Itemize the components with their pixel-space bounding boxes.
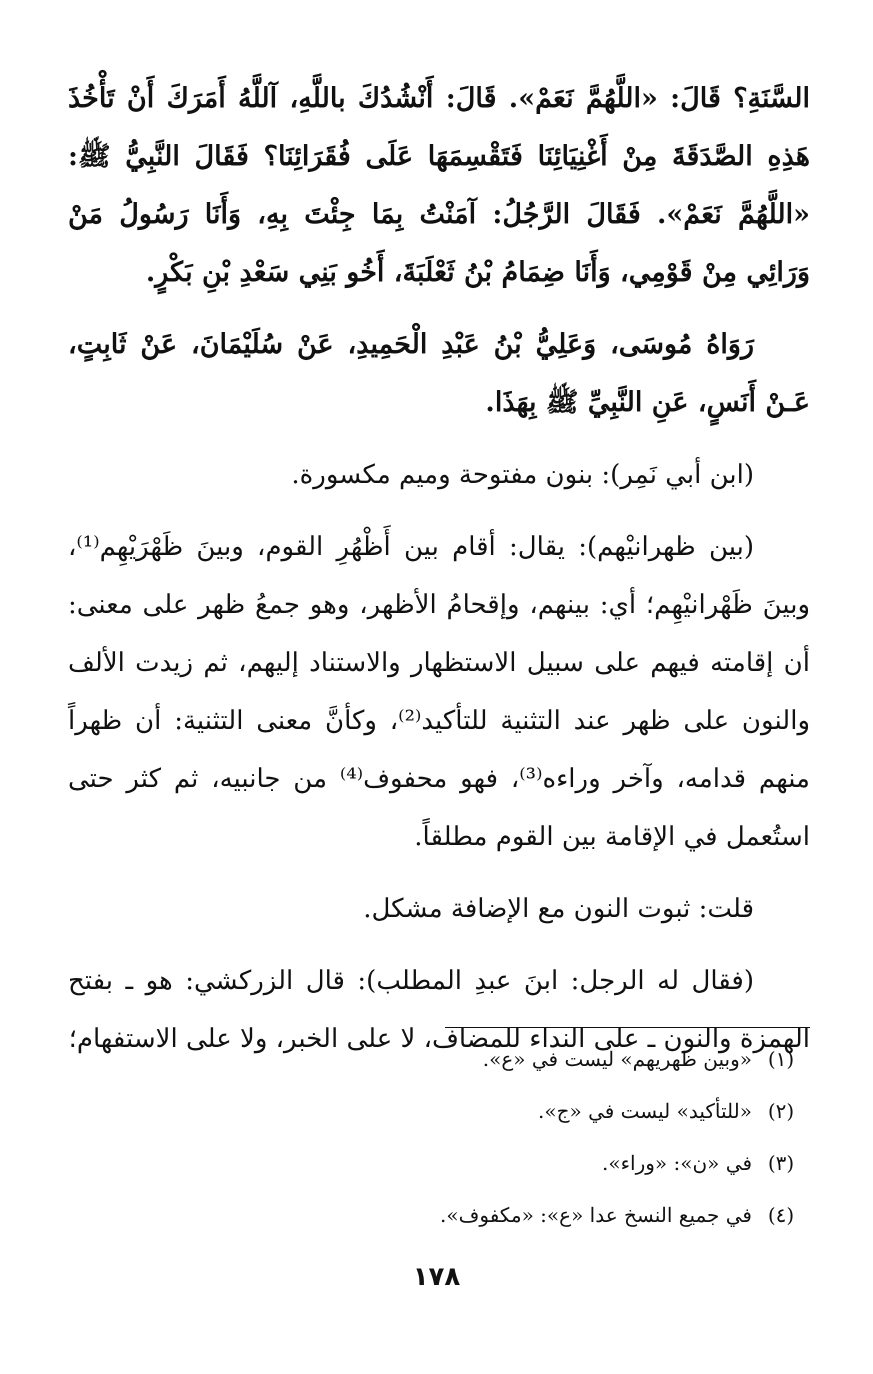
footnote-text: في «ن»: «وراء». <box>602 1151 752 1175</box>
footnote-text: «للتأكيد» ليست في «ج». <box>537 1099 752 1123</box>
hadith-narration-chain: رَوَاهُ مُوسَى، وَعَلِيُّ بْنُ عَبْدِ الْحَمِيدِ، عَنْ سُلَيْمَانَ، عَنْ ثَابِتٍ، عَـنْ أَنَسٍ، عَنِ النَّبِيِّ ﷺ بِهَذَا. <box>68 329 810 418</box>
footnote-number: (٢) <box>767 1099 795 1123</box>
page-body <box>68 70 810 1068</box>
commentary-paragraph: (ابن أبي نَمِر): بنون مفتوحة وميم مكسورة. <box>291 460 754 490</box>
paragraph-gap <box>68 432 810 446</box>
footnote-item <box>68 1150 810 1202</box>
paragraph-gap <box>68 302 810 316</box>
paragraph-gap <box>68 504 810 518</box>
footnote-text: «وبين ظهريهم» ليست في «ع». <box>482 1047 752 1071</box>
commentary-paragraph: قلت: ثبوت النون مع الإضافة مشكل. <box>363 894 754 924</box>
footnotes <box>68 1046 810 1254</box>
paragraph-gap <box>68 866 810 880</box>
footnote-item <box>68 1202 810 1254</box>
footnote-number: (٤) <box>767 1203 795 1227</box>
hadith-paragraph: السَّنَةِ؟ قَالَ: «اللَّهُمَّ نَعَمْ». قَالَ: أَنْشُدُكَ باللَّهِ، آللَّهُ أَمَرَكَ أَنْ تَأْخُذَ هَذِهِ الصَّدَقَةَ مِنْ أَغْنِيَائِنَا فَتَقْسِمَهَا عَلَى فُقَرَائِنَا؟ فَقَالَ النَّبِيُّ ﷺ: «اللَّهُمَّ نَعَمْ». فَقَالَ الرَّجُلُ: آمَنْتُ بِمَا جِئْتَ بِهِ، وَأَنَا رَسُولُ مَنْ وَرَائِي مِنْ قَوْمِي، وَأَنَا ضِمَامُ بْنُ ثَعْلَبَةَ، أَخُو بَنِي سَعْدِ بْنِ بَكْرٍ. <box>68 83 810 288</box>
footnote-text: في جميع النسخ عدا «ع»: «مكفوف». <box>440 1203 752 1227</box>
footnote-divider <box>445 1027 810 1028</box>
paragraph-gap <box>68 938 810 952</box>
page-number: ١٧٨ <box>412 1262 461 1292</box>
footnote-number: (٣) <box>767 1151 795 1175</box>
footnote-item <box>68 1098 810 1150</box>
footnote-number: (١) <box>767 1047 795 1071</box>
commentary-paragraph: (فقال له الرجل: ابنَ عبدِ المطلب): قال الزركشي: هو ـ بفتح الهمزة والنون ـ على النداء للمضاف، لا على الخبر، ولا على الاستفهام؛ <box>68 966 810 1054</box>
commentary-paragraph: (بين ظهرانيْهم): يقال: أقام بين أَظْهُرِ القوم، وبينَ ظَهْرَيْهِم⁽¹⁾، وبينَ ظَهْرانيْهِم؛ أي: بينهم، وإقحامُ الأظهر، وهو جمعُ ظهر على معنى: أن إقامته فيهم على سبيل الاستظهار والاستناد إليهم، ثم زيدت الألف والنون على ظهر عند التثنية للتأكيد⁽²⁾، وكأنَّ معنى التثنية: أن ظهراً منهم قدامه، وآخر وراءه⁽³⁾، فهو محفوف⁽⁴⁾ من جانبيه، ثم كثر حتى استُعمل في الإقامة بين القوم مطلقاً. <box>68 532 810 852</box>
footnote-item <box>68 1046 810 1098</box>
